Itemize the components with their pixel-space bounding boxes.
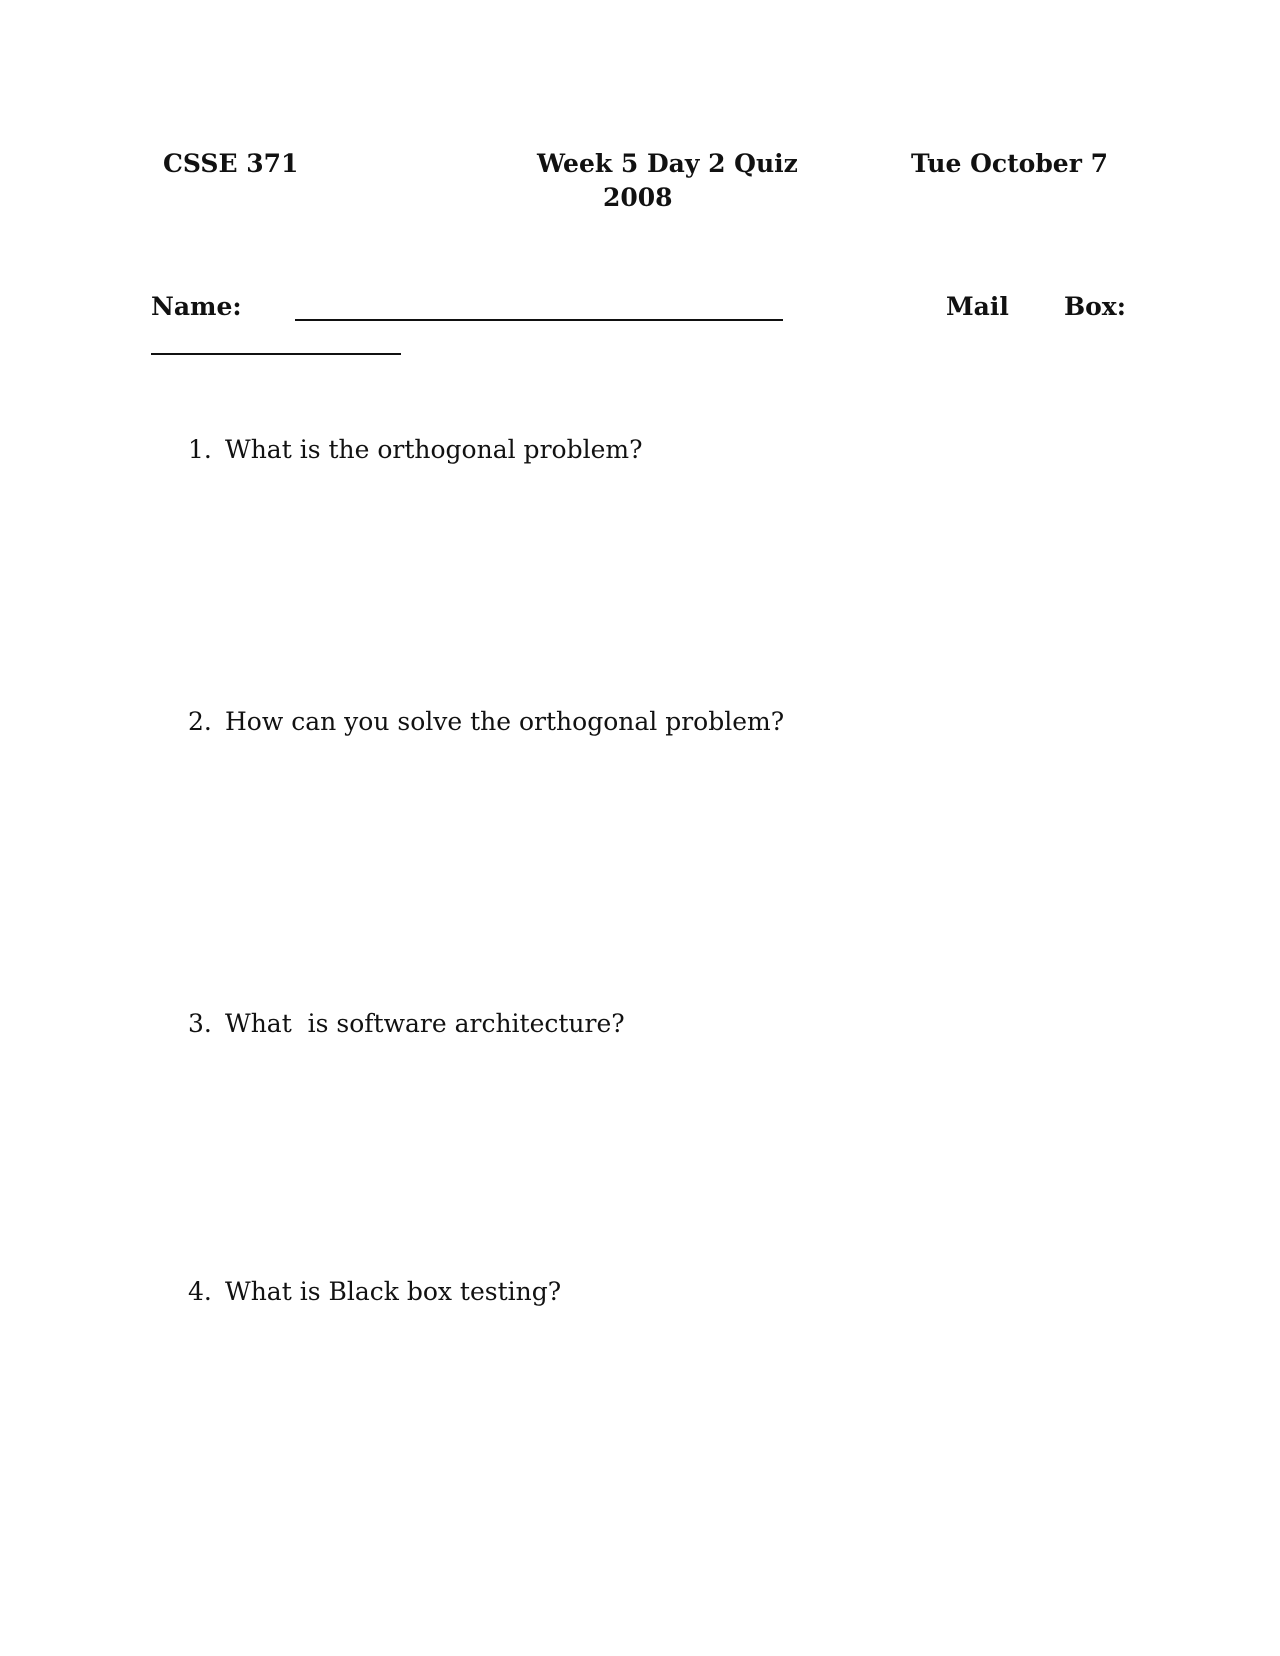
quiz-year: 2008 <box>603 183 673 212</box>
name-label: Name: <box>151 292 242 321</box>
question-1 <box>188 435 642 465</box>
question-number: 1. <box>188 435 212 464</box>
question-4 <box>188 1277 561 1307</box>
quiz-title: Week 5 Day 2 Quiz <box>537 149 798 178</box>
question-3 <box>188 1009 625 1039</box>
question-text: What is software architecture? <box>225 1009 625 1038</box>
question-text: What is Black box testing? <box>225 1277 562 1306</box>
question-number: 3. <box>188 1009 212 1038</box>
question-number: 4. <box>188 1277 212 1306</box>
question-2 <box>188 707 784 737</box>
question-text: How can you solve the orthogonal problem? <box>225 707 785 736</box>
mail-label: Mail <box>946 292 1009 321</box>
name-blank-line <box>295 319 783 321</box>
quiz-date: Tue October 7 <box>911 149 1108 178</box>
box-label: Box: <box>1064 292 1126 321</box>
question-number: 2. <box>188 707 212 736</box>
course-code: CSSE 371 <box>163 149 299 178</box>
mailbox-blank-line <box>151 353 401 355</box>
question-text: What is the orthogonal problem? <box>225 435 643 464</box>
